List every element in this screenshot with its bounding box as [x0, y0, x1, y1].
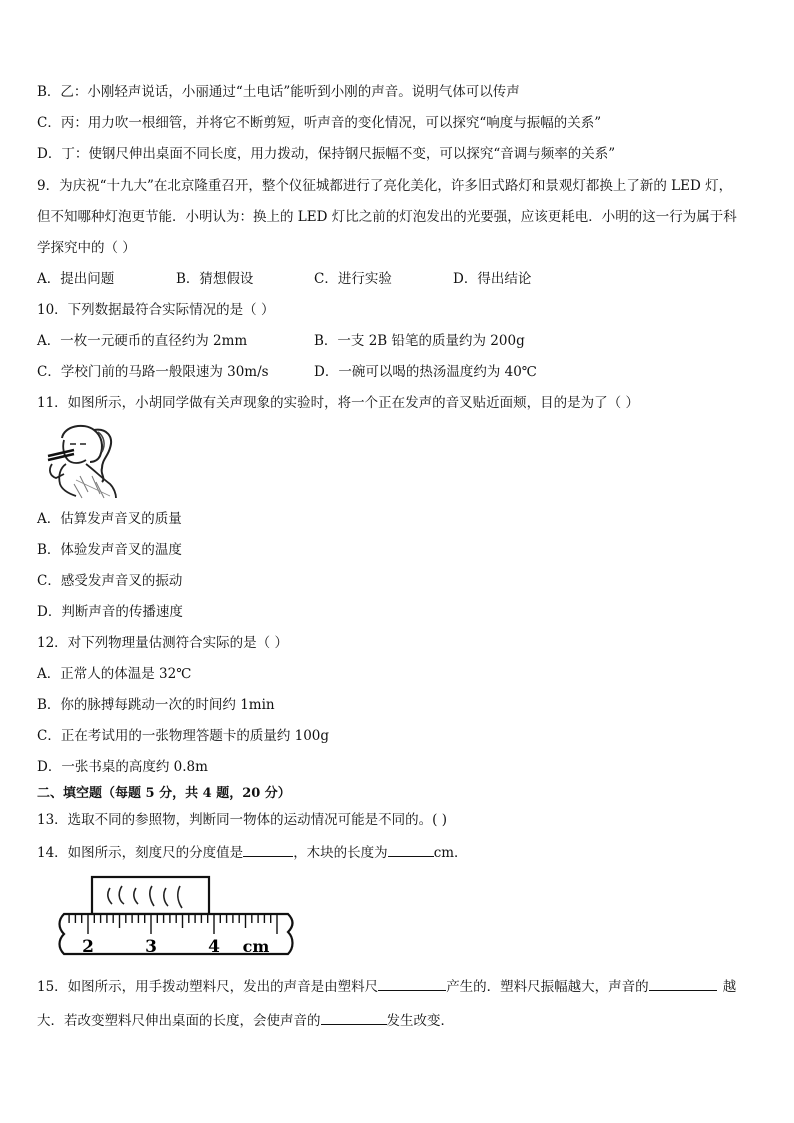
- q11-stem: 11．如图所示，小胡同学做有关声现象的实验时，将一个正在发声的音叉贴近面颊，目的是为了（ ）: [37, 395, 639, 411]
- q15-text-4: 大．若改变塑料尺伸出桌面的长度，会使声音的: [37, 1013, 321, 1029]
- q10-option-b: B．一支 2B 铅笔的质量约为 200g: [314, 333, 525, 349]
- q9-option-a: A．提出问题: [37, 271, 115, 287]
- q10-stem: 10．下列数据最符合实际情况的是（ ）: [37, 302, 275, 318]
- q10-option-a: A．一枚一元硬币的直径约为 2mm: [37, 333, 248, 349]
- q11-option-b: B．体验发声音叉的温度: [37, 542, 182, 558]
- section-fill-in-heading: 二、填空题（每题 5 分，共 4 题，20 分）: [37, 786, 291, 801]
- q8-option-c: C．丙：用力吹一根细管，并将它不断剪短，听声音的变化情况，可以探究“响度与振幅的关系”: [37, 115, 602, 131]
- q10-option-c: C．学校门前的马路一般限速为 30m/s: [37, 364, 269, 380]
- q12-option-c: C．正在考试用的一张物理答题卡的质量约 100g: [37, 728, 330, 744]
- q12-option-a: A．正常人的体温是 32℃: [37, 666, 192, 682]
- unit-label-cm: cm: [242, 937, 270, 956]
- ruler-block-figure: [52, 874, 298, 962]
- girl-tuning-fork-figure: [40, 420, 120, 500]
- q9-option-c: C．进行实验: [314, 271, 392, 287]
- q15-stem-line-1: [37, 976, 736, 997]
- q12-stem: 12．对下列物理量估测符合实际的是（ ）: [37, 635, 288, 651]
- q15-text-2: 产生的．塑料尺振幅越大，声音的: [446, 979, 649, 995]
- tick-label-2: 2: [82, 937, 94, 957]
- q9-option-d: D．得出结论: [453, 271, 532, 287]
- q14-text-2: ，木块的长度为: [293, 845, 388, 861]
- q15-stem-line-2: [37, 1010, 454, 1031]
- q8-option-d: D．丁：使钢尺伸出桌面不同长度，用力拨动，保持钢尺振幅不变，可以探究“音调与频率的关系”: [37, 146, 616, 162]
- q14-blank-division[interactable]: [243, 842, 293, 857]
- q15-text-3: 越: [722, 979, 737, 995]
- q15-blank-3[interactable]: [321, 1010, 387, 1025]
- tick-label-3: 3: [145, 937, 157, 957]
- q12-option-b: B．你的脉搏每跳动一次的时间约 1min: [37, 697, 275, 713]
- tick-label-4: 4: [208, 937, 220, 957]
- q15-blank-2[interactable]: [649, 976, 717, 991]
- q9-stem-line-3: 学探究中的（ ）: [37, 240, 136, 256]
- q14-blank-length[interactable]: [388, 842, 434, 857]
- q12-option-d: D．一张书桌的高度约 0.8m: [37, 759, 208, 775]
- q9-stem-line-2: 但不知哪种灯泡更节能．小明认为：换上的 LED 灯比之前的灯泡发出的光要强，应该更耗电．小明的这一行为属于科: [37, 209, 737, 225]
- q11-option-d: D．判断声音的传播速度: [37, 604, 183, 620]
- q14-text-3: cm．: [433, 845, 468, 861]
- q14-text-1: 14．如图所示，刻度尺的分度值是: [37, 845, 244, 861]
- q9-option-b: B．猜想假设: [176, 271, 254, 287]
- q13-stem: 13．选取不同的参照物，判断同一物体的运动情况可能是不同的。( ): [37, 812, 448, 828]
- q11-option-c: C．感受发声音叉的振动: [37, 573, 183, 589]
- q15-text-5: 发生改变．: [386, 1013, 454, 1029]
- q15-blank-1[interactable]: [378, 976, 446, 991]
- q9-stem-line-1: 9．为庆祝“十九大”在北京隆重召开，整个仪征城都进行了亮化美化，许多旧式路灯和景观灯都换上了新的 LED 灯，: [37, 178, 733, 194]
- q8-option-b: B．乙：小刚轻声说话，小丽通过“土电话”能听到小刚的声音。说明气体可以传声: [37, 84, 520, 100]
- q10-option-d: D．一碗可以喝的热汤温度约为 40℃: [314, 364, 537, 380]
- q14-stem: [37, 842, 468, 863]
- q11-option-a: A．估算发声音叉的质量: [37, 511, 182, 527]
- q15-text-1: 15．如图所示，用手拨动塑料尺，发出的声音是由塑料尺: [37, 979, 379, 995]
